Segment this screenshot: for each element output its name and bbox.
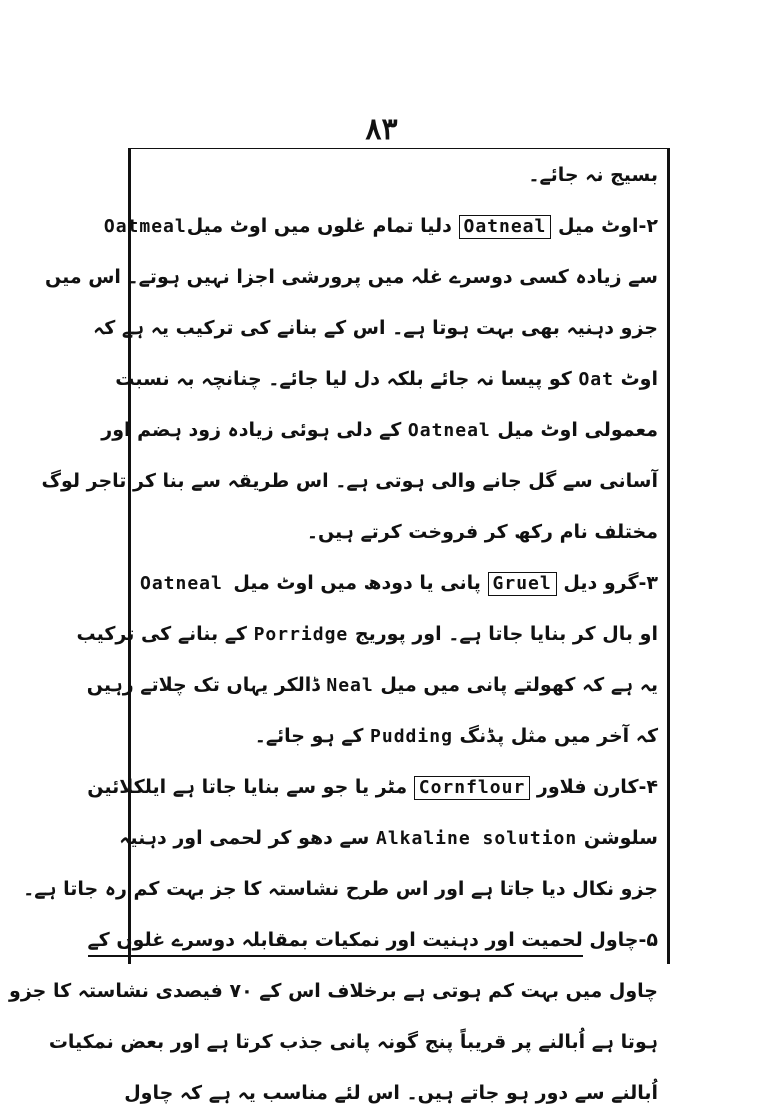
- text-line-3: [44, 252, 658, 303]
- english-term: Oatneal: [140, 573, 223, 594]
- text: کے ہو جائے۔: [254, 725, 364, 747]
- page-body: [9, 150, 658, 1119]
- text-line-14: [119, 813, 658, 864]
- text: اُبالنے سے دور ہو جاتے ہیں۔ اس لئے مناسب یہ ہے کہ چاول: [124, 1082, 658, 1104]
- page-number: ۸۳: [365, 112, 398, 147]
- text-line-4: [93, 303, 658, 354]
- text: کو پیسا نہ جائے بلکہ دل لیا جائے۔ چنانچہ بہ نسبت: [115, 368, 572, 390]
- text: ہوتا ہے اُبالنے پر قریباً پنج گونہ پانی جذب کرتا ہے اور بعض نمکیات: [48, 1031, 658, 1053]
- english-term: Oatmeal: [103, 216, 187, 237]
- english-term: Alkaline solution: [376, 828, 578, 849]
- text-line-6: [101, 405, 658, 456]
- text: مٹر یا جو سے بنایا جاتا ہے ایلکلائین: [87, 776, 408, 798]
- text: ۳-گرو دیل: [563, 572, 658, 594]
- text: او بال کر بنایا جاتا ہے۔ اور پوریج: [354, 623, 658, 645]
- text: ۵-چاول: [589, 929, 658, 951]
- text: اوٹ: [620, 368, 658, 390]
- english-term: Gruel: [488, 572, 557, 596]
- english-term: Oatneal: [459, 215, 552, 239]
- text-line-12: [140, 711, 658, 762]
- text: چاول میں بہت کم ہوتی ہے برخلاف اس کے ۷۰ فیصدی نشاستہ کا جزو: [9, 980, 658, 1002]
- english-term: Oatneal: [407, 420, 491, 441]
- english-term: Neal: [326, 675, 374, 696]
- text: معمولی اوٹ میل: [497, 419, 658, 441]
- text-line-11: [86, 660, 658, 711]
- text: ۴-کارن فلاور: [536, 776, 658, 798]
- text-line-8: [140, 507, 658, 558]
- text-line-13: [87, 762, 658, 813]
- text-line-5: [115, 354, 658, 405]
- text: ۲-اوٹ میل: [557, 215, 658, 237]
- english-term: Pudding: [370, 726, 453, 747]
- text: کے بنانے کی ترکیب: [76, 623, 247, 645]
- text-line-15: [23, 864, 658, 915]
- text-line-17: [9, 966, 658, 1017]
- text-line-7: [41, 456, 658, 507]
- text: ڈالکر یہاں تک چلاتے رہیں: [86, 674, 320, 696]
- text-line-9: [140, 558, 658, 609]
- text: مختلف نام رکھ کر فروخت کرتے ہیں۔: [306, 521, 658, 543]
- text: سلوشن: [583, 827, 658, 849]
- text: کے دلی ہوئی زیادہ زود ہضم اور: [101, 419, 402, 441]
- text-line-19: [124, 1068, 658, 1119]
- english-term: Cornflour: [414, 776, 531, 800]
- text: آسانی سے گل جانے والی ہوتی ہے۔ اس طریقہ سے بنا کر تاجر لوگ: [41, 470, 658, 492]
- text: سے زیادہ کسی دوسرے غلہ میں پرورشی اجزا نہیں ہوتے۔ اس میں: [44, 266, 658, 288]
- text-line-18: [48, 1017, 658, 1068]
- english-term: Oat: [578, 369, 614, 390]
- text: دلیا تمام غلوں میں اوٹ میل: [186, 215, 452, 237]
- text-line-10: [76, 609, 658, 660]
- text: کہ آخر میں مثل پڈنگ: [459, 725, 658, 747]
- text-line-2: [103, 201, 658, 252]
- english-term: Porridge: [253, 624, 349, 645]
- text: یہ ہے کہ کھولتے پانی میں میل: [380, 674, 658, 696]
- underlined-text: لحمیت اور دہنیت اور نمکیات بمقابلہ دوسرے غلوں کے: [88, 925, 583, 957]
- text: جزو دہنیہ بھی بہت ہوتا ہے۔ اس کے بنانے کی ترکیب یہ ہے کہ: [93, 317, 658, 339]
- text: سے دھو کر لحمی اور دہنیہ: [119, 827, 370, 849]
- text: پانی یا دودھ میں اوٹ میل: [233, 572, 481, 594]
- text: جزو نکال دیا جاتا ہے اور اس طرح نشاستہ کا جز بہت کم رہ جاتا ہے۔: [23, 878, 658, 900]
- text-line-1: [140, 150, 658, 201]
- text: بسیج نہ جائے۔: [528, 164, 658, 186]
- text-line-16: [87, 915, 658, 966]
